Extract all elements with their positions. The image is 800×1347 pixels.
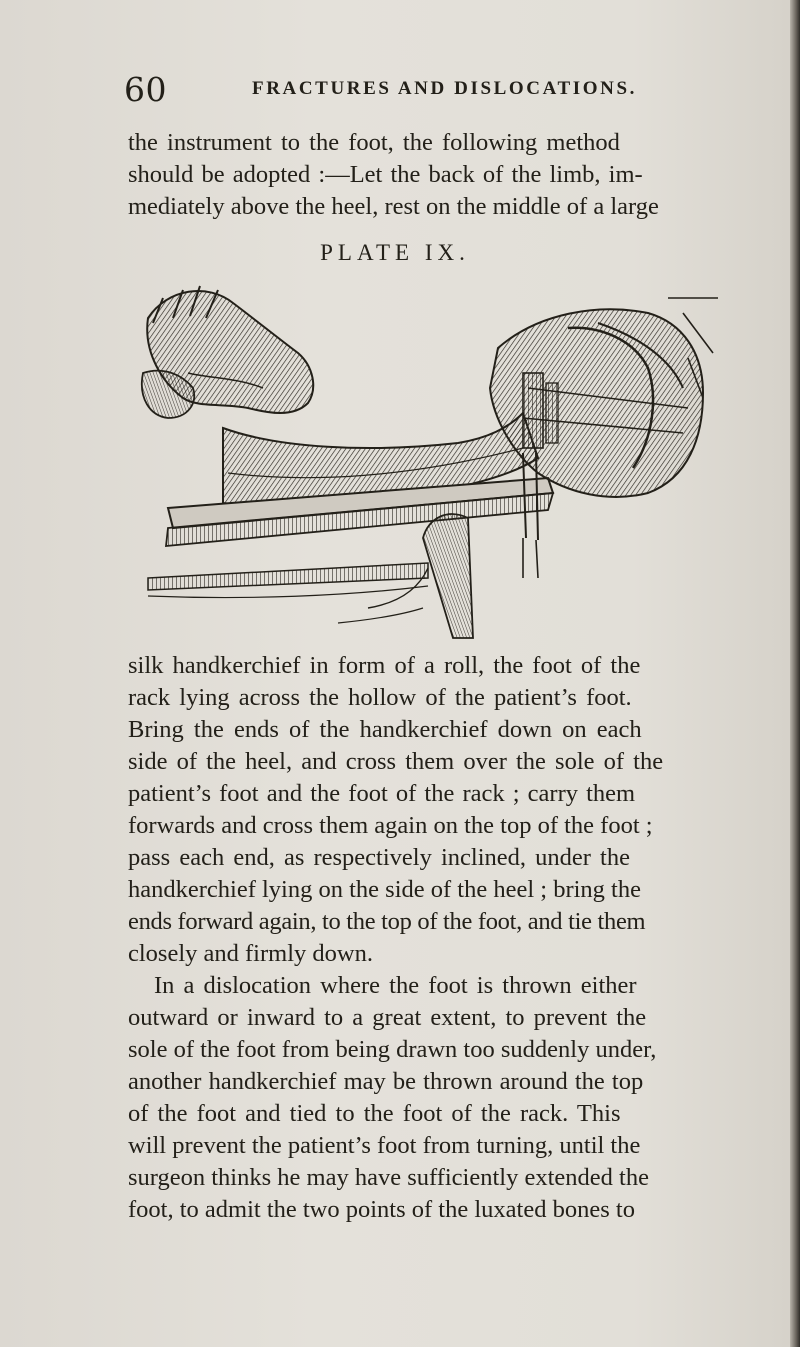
text-line: another handkerchief may be thrown around the top <box>128 1068 644 1095</box>
plate-engraving <box>128 278 718 663</box>
text-line: pass each end, as respectively inclined, under the <box>128 844 630 871</box>
text-line: foot, to admit the two points of the luxated bones to <box>128 1196 635 1223</box>
running-head <box>124 70 744 110</box>
text-line: silk handkerchief in form of a roll, the foot of the <box>128 652 641 679</box>
text-line: closely and firmly down. <box>128 940 373 967</box>
text-line: the instrument to the foot, the following method <box>128 129 620 156</box>
body-paragraph <box>128 650 738 1226</box>
surgeon-hand <box>142 286 313 418</box>
text-line: of the foot and tied to the foot of the rack. This <box>128 1100 621 1127</box>
running-title: FRACTURES AND DISLOCATIONS. <box>252 78 637 99</box>
text-line: mediately above the heel, rest on the middle of a large <box>128 193 659 220</box>
text-line: should be adopted :—Let the back of the limb, im- <box>128 161 643 188</box>
text-line: ends forward again, to the top of the foot, and tie them <box>128 908 646 935</box>
text-line: rack lying across the hollow of the patient’s foot. <box>128 684 632 711</box>
text-line: side of the heel, and cross them over the sole of the <box>128 748 664 775</box>
plate-label: PLATE IX. <box>320 240 470 265</box>
page-number: 60 <box>124 70 167 109</box>
text-line: sole of the foot from being drawn too suddenly under, <box>128 1036 657 1063</box>
text-line: handkerchief lying on the side of the heel ; bring the <box>128 876 641 903</box>
page-edge <box>790 0 800 1347</box>
text-line: In a dislocation where the foot is thrown either <box>154 972 637 999</box>
intro-paragraph <box>128 127 738 223</box>
text-line: patient’s foot and the foot of the rack ; carry them <box>128 780 636 807</box>
text-line: will prevent the patient’s foot from turning, until the <box>128 1132 641 1159</box>
rack-board <box>148 478 553 598</box>
text-line: forwards and cross them again on the top of the foot ; <box>128 812 653 839</box>
text-line: outward or inward to a great extent, to prevent the <box>128 1004 647 1031</box>
text-line: Bring the ends of the handkerchief down on each <box>128 716 642 743</box>
text-line: surgeon thinks he may have sufficiently extended the <box>128 1164 649 1191</box>
